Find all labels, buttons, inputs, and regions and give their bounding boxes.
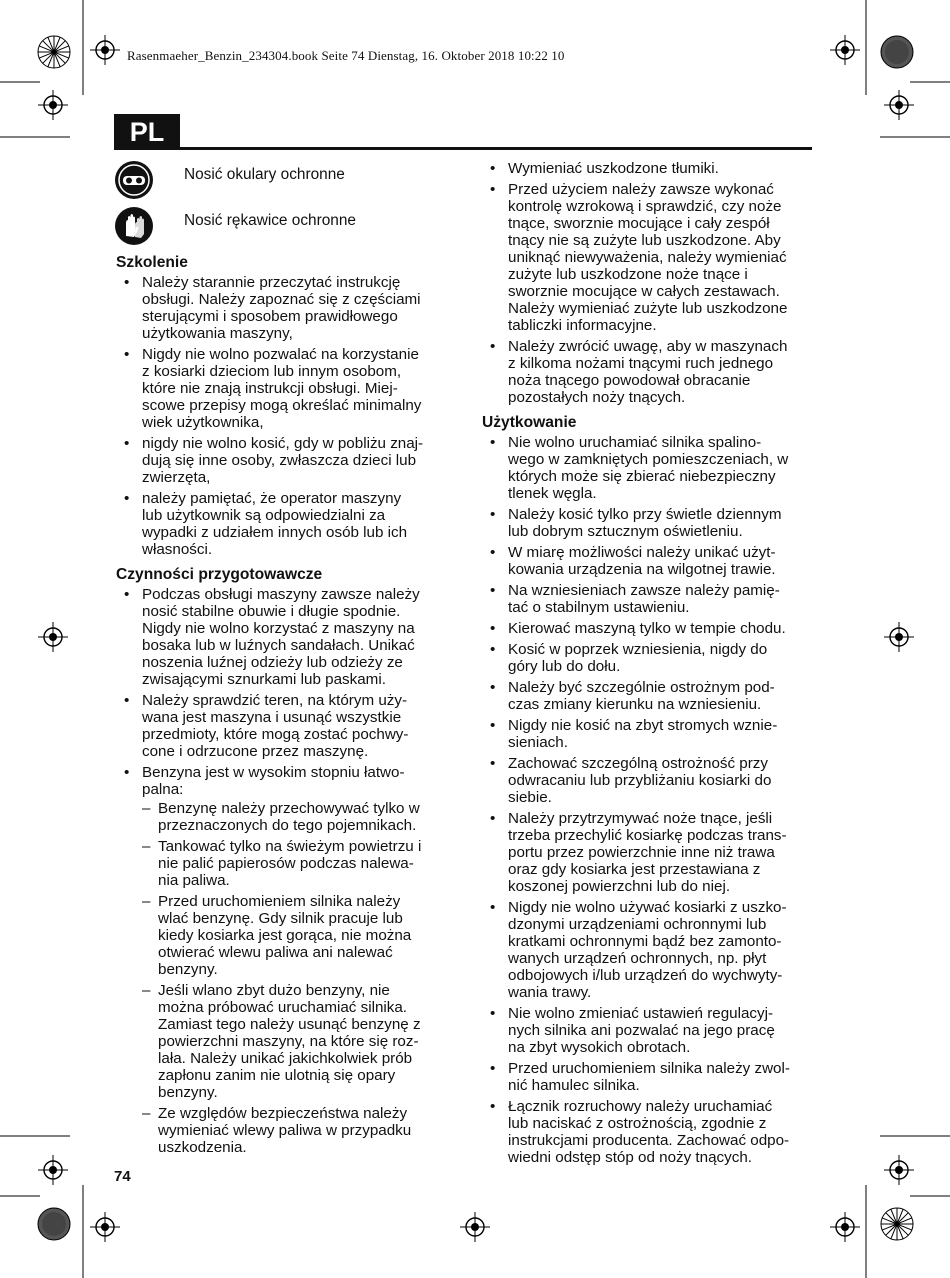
list-item — [114, 692, 454, 760]
text-line: • Należy zwrócić uwagę, aby w maszynach — [508, 338, 788, 355]
gloves-icon — [114, 206, 154, 246]
text-line: trzeba przechylić kosiarkę podczas trans- — [508, 827, 787, 844]
text-line: tnące, sworznie mocujące i cały zespół — [508, 215, 770, 232]
text-line: odbojowych i/lub urządzeń do wychwyty- — [508, 967, 783, 984]
text-line: • Nigdy nie kosić na zbyt stromych wznie- — [508, 717, 778, 734]
text-line: zwisającymi sznurkami lub paskami. — [142, 671, 386, 688]
list-item — [114, 490, 454, 558]
text-line: oraz gdy kosiarka jest przestawiana z — [508, 861, 761, 878]
text-line: • Benzyna jest w wysokim stopniu łatwo- — [142, 764, 405, 781]
section-title-czynnosci: Czynności przygotowawcze — [116, 566, 323, 583]
text-line: przeznaczonych do tego pojemnikach. — [158, 817, 417, 834]
text-line: lub użytkownik są odpowiedzialni za — [142, 507, 386, 524]
text-line: nosić stabilne obuwie i długie spodnie. — [142, 603, 401, 620]
sublist-item — [142, 838, 454, 889]
sublist-item — [142, 982, 454, 1101]
list-maintenance — [480, 160, 815, 406]
registration-mark-icon — [884, 90, 914, 120]
registration-mark-icon — [38, 622, 68, 652]
list-item — [114, 274, 454, 342]
text-line: nie palić papierosów podczas nalewa- — [158, 855, 414, 872]
text-line: – Jeśli wlano zbyt dużo benzyny, nie — [158, 982, 390, 999]
text-line: koszonej powierzchni lub do niej. — [508, 878, 731, 895]
text-line: Nigdy nie wolno korzystać z maszyny na — [142, 620, 415, 637]
registration-mark-icon — [90, 1212, 120, 1242]
text-line: • Nigdy nie wolno pozwalać na korzystanie — [142, 346, 419, 363]
list-item — [480, 1005, 815, 1056]
text-line: benzyny. — [158, 961, 218, 978]
text-line: Należy wymieniać zużyte lub uszkodzone — [508, 300, 788, 317]
text-line: lub naciskać z ostrożnością, zgodnie z — [508, 1115, 767, 1132]
text-line: góry lub do dołu. — [508, 658, 621, 675]
list-item — [114, 435, 454, 486]
list-item — [480, 717, 815, 751]
registration-mark-icon — [830, 35, 860, 65]
text-line: • Należy sprawdzić teren, na którym uży- — [142, 692, 408, 709]
list-czynnosci — [114, 586, 454, 1156]
registration-mark-icon — [38, 1155, 68, 1185]
text-line: palna: — [142, 781, 184, 798]
text-line: nić hamulec silnika. — [508, 1077, 640, 1094]
text-line: które nie znają instrukcji obsługi. Miej- — [142, 380, 398, 397]
language-tab: PL — [114, 114, 180, 150]
starburst-mark-icon — [879, 1206, 915, 1242]
text-line: • Wymieniać uszkodzone tłumiki. — [508, 160, 719, 177]
list-item-fuel — [114, 764, 454, 1156]
text-line: sieniach. — [508, 734, 568, 751]
text-line: • Podczas obsługi maszyny zawsze należy — [142, 586, 420, 603]
text-line: odwracaniu lub przybliżaniu kosiarki do — [508, 772, 772, 789]
list-item — [480, 641, 815, 675]
text-line: tać o stabilnym ustawieniu. — [508, 599, 690, 616]
text-line: siebie. — [508, 789, 552, 806]
text-line: wypadki z udziałem innych osób lub ich — [142, 524, 408, 541]
text-line: • Nie wolno zmieniać ustawień regulacyj- — [508, 1005, 774, 1022]
text-line: nych silnika ani pozwalać na jego pracę — [508, 1022, 775, 1039]
text-line: noszenia luźnej odzieży lub odzieży ze — [142, 654, 403, 671]
list-item — [480, 1060, 815, 1094]
text-line: • Nie wolno uruchamiać silnika spalino- — [508, 434, 762, 451]
text-line: • nigdy nie wolno kosić, gdy w pobliżu znaj- — [142, 435, 424, 452]
text-line: • Przed użyciem należy zawsze wykonać — [508, 181, 774, 198]
text-line: lub dobrym sztucznym oświetleniu. — [508, 523, 743, 540]
text-line: zużyte lub uszkodzone noże tnące i — [508, 266, 748, 283]
text-line: na zbyt wysokich obrotach. — [508, 1039, 691, 1056]
text-line: sworznie mocujące w całych zestawach. — [508, 283, 780, 300]
text-line: instrukcjami producenta. Zachować odpo- — [508, 1132, 790, 1149]
text-line: przedmioty, które mogą zostać pochwy- — [142, 726, 409, 743]
text-line: powierzchni maszyny, na które się roz- — [158, 1033, 419, 1050]
list-item — [480, 582, 815, 616]
sublist-item — [142, 893, 454, 978]
header-rule — [114, 147, 812, 150]
text-line: nia paliwa. — [158, 872, 230, 889]
text-line: wania trawy. — [508, 984, 592, 1001]
text-line: zwierzęta, — [142, 469, 211, 486]
print-slug-header: Rasenmaeher_Benzin_234304.book Seite 74 Dienstag, 16. Oktober 2018 10:22 10 — [127, 48, 565, 63]
text-line: – Przed uruchomieniem silnika należy — [158, 893, 401, 910]
text-line: uniknąć niewyważenia, należy wymieniać — [508, 249, 787, 266]
text-line: benzyny. — [158, 1084, 218, 1101]
text-line: wlać benzynę. Gdy silnik pracuje lub — [158, 910, 403, 927]
text-line: wego w zamkniętych pomieszczeniach, w — [508, 451, 789, 468]
list-item — [480, 181, 815, 334]
text-line: cone i odrzucone przez maszynę. — [142, 743, 369, 760]
text-line: kontrolę wzrokową i sprawdzić, czy noże — [508, 198, 782, 215]
goggles-icon — [114, 160, 154, 200]
section-title-szkolenie: Szkolenie — [116, 254, 188, 271]
text-line: • należy pamiętać, że operator maszyny — [142, 490, 402, 507]
text-line: których może się zbierać niebezpieczny — [508, 468, 776, 485]
grey-dot-mark-icon — [879, 34, 915, 70]
text-line: kiedy kosiarka jest gorąca, nie można — [158, 927, 412, 944]
text-line: • Kosić w poprzek wzniesienia, nigdy do — [508, 641, 768, 658]
text-line: • Na wzniesieniach zawsze należy pamię- — [508, 582, 780, 599]
list-item — [480, 899, 815, 1001]
text-line: własności. — [142, 541, 213, 558]
text-line: czas zmiany kierunku na wzniesieniu. — [508, 696, 762, 713]
text-line: • Kierować maszyną tylko w tempie chodu. — [508, 620, 786, 637]
list-item — [480, 620, 815, 637]
list-item — [480, 679, 815, 713]
text-line: otwierać wlewu paliwa ani nalewać — [158, 944, 393, 961]
registration-mark-icon — [884, 622, 914, 652]
text-line: – Benzynę należy przechowywać tylko w — [158, 800, 420, 817]
text-line: • Nigdy nie wolno używać kosiarki z uszko- — [508, 899, 787, 916]
registration-mark-icon — [460, 1212, 490, 1242]
registration-mark-icon — [90, 35, 120, 65]
text-line: dują się inne osoby, zwłaszcza dzieci lub — [142, 452, 417, 469]
text-line: noża tnącego powodował obracanie — [508, 372, 751, 389]
starburst-mark-icon — [36, 34, 72, 70]
text-line: • Przed uruchomieniem silnika należy zwol- — [508, 1060, 790, 1077]
text-line: • Należy przytrzymywać noże tnące, jeśli — [508, 810, 773, 827]
text-line: z kosiarki dzieciom lub innym osobom, — [142, 363, 402, 380]
text-line: uszkodzenia. — [158, 1139, 247, 1156]
text-line: • Należy kosić tylko przy świetle dziennym — [508, 506, 782, 523]
registration-mark-icon — [830, 1212, 860, 1242]
registration-mark-icon — [884, 1155, 914, 1185]
text-line: dzonymi urządzeniami ochronnymi lub — [508, 916, 767, 933]
text-line: • Zachować szczególną ostrożność przy — [508, 755, 768, 772]
list-item — [114, 586, 454, 688]
list-item — [480, 434, 815, 502]
list-item — [480, 160, 815, 177]
text-line: • W miarę możliwości należy unikać użyt- — [508, 544, 776, 561]
text-line: kratkami ochronnymi bądź bez zamonto- — [508, 933, 782, 950]
page-number: 74 — [114, 1168, 131, 1185]
sublist-fuel — [142, 800, 454, 1156]
text-line: wymieniać wlewy paliwa w przypadku — [158, 1122, 412, 1139]
text-line: sterującymi i sposobem prawidłowego — [142, 308, 398, 325]
text-line: użytkowania maszyny, — [142, 325, 293, 342]
text-line: • Należy być szczególnie ostrożnym pod- — [508, 679, 775, 696]
safety-label-goggles: Nosić okulary ochronne — [184, 166, 345, 183]
text-line: scowe przepisy mogą określać minimalny — [142, 397, 422, 414]
text-line: zapłonu zanim nie ulotnią się opary — [158, 1067, 396, 1084]
list-item — [480, 338, 815, 406]
text-line: kowania urządzenia na wilgotnej trawie. — [508, 561, 776, 578]
left-column — [114, 160, 454, 1160]
right-column — [480, 160, 815, 1170]
text-line: wiedni odstęp stóp od noży tnących. — [508, 1149, 752, 1166]
text-line: tnący nie są zużyte lub uszkodzone. Aby — [508, 232, 781, 249]
sublist-item — [142, 800, 454, 834]
sublist-item — [142, 1105, 454, 1156]
list-szkolenie — [114, 274, 454, 558]
text-line: • Łącznik rozruchowy należy uruchamiać — [508, 1098, 773, 1115]
list-item — [114, 346, 454, 431]
text-line: – Tankować tylko na świeżym powietrzu i — [158, 838, 422, 855]
text-line: portu przez powierzchnie inne niż trawa — [508, 844, 775, 861]
text-line: pozostałych noży tnących. — [508, 389, 686, 406]
grey-dot-mark-icon — [36, 1206, 72, 1242]
section-title-uzytkowanie: Użytkowanie — [482, 414, 577, 431]
text-line: lała. Należy unikać jakichkolwiek prób — [158, 1050, 413, 1067]
text-line: Zamiast tego należy usunąć benzynę z — [158, 1016, 421, 1033]
text-line: tabliczki informacyjne. — [508, 317, 657, 334]
safety-row-goggles — [114, 160, 454, 200]
safety-label-gloves: Nosić rękawice ochronne — [184, 212, 356, 229]
text-line: tlenek węgla. — [508, 485, 597, 502]
text-line: – Ze względów bezpieczeństwa należy — [158, 1105, 408, 1122]
list-uzytkowanie — [480, 434, 815, 1166]
text-line: • Należy starannie przeczytać instrukcję — [142, 274, 401, 291]
list-item — [480, 810, 815, 895]
text-line: bosaka lub w luźnych sandałach. Unikać — [142, 637, 415, 654]
text-line: wanych urządzeń ochronnych, np. płyt — [508, 950, 767, 967]
text-line: wiek użytkownika, — [142, 414, 264, 431]
list-item — [480, 1098, 815, 1166]
text-line: obsługi. Należy zapoznać się z częściami — [142, 291, 421, 308]
text-line: z kilkoma nożami tnącymi ruch jednego — [508, 355, 774, 372]
list-item — [480, 755, 815, 806]
list-item — [480, 544, 815, 578]
text-line: można próbować uruchamiać silnika. — [158, 999, 408, 1016]
safety-row-gloves — [114, 206, 454, 246]
text-line: wana jest maszyna i usunąć wszystkie — [142, 709, 402, 726]
list-item — [480, 506, 815, 540]
registration-mark-icon — [38, 90, 68, 120]
